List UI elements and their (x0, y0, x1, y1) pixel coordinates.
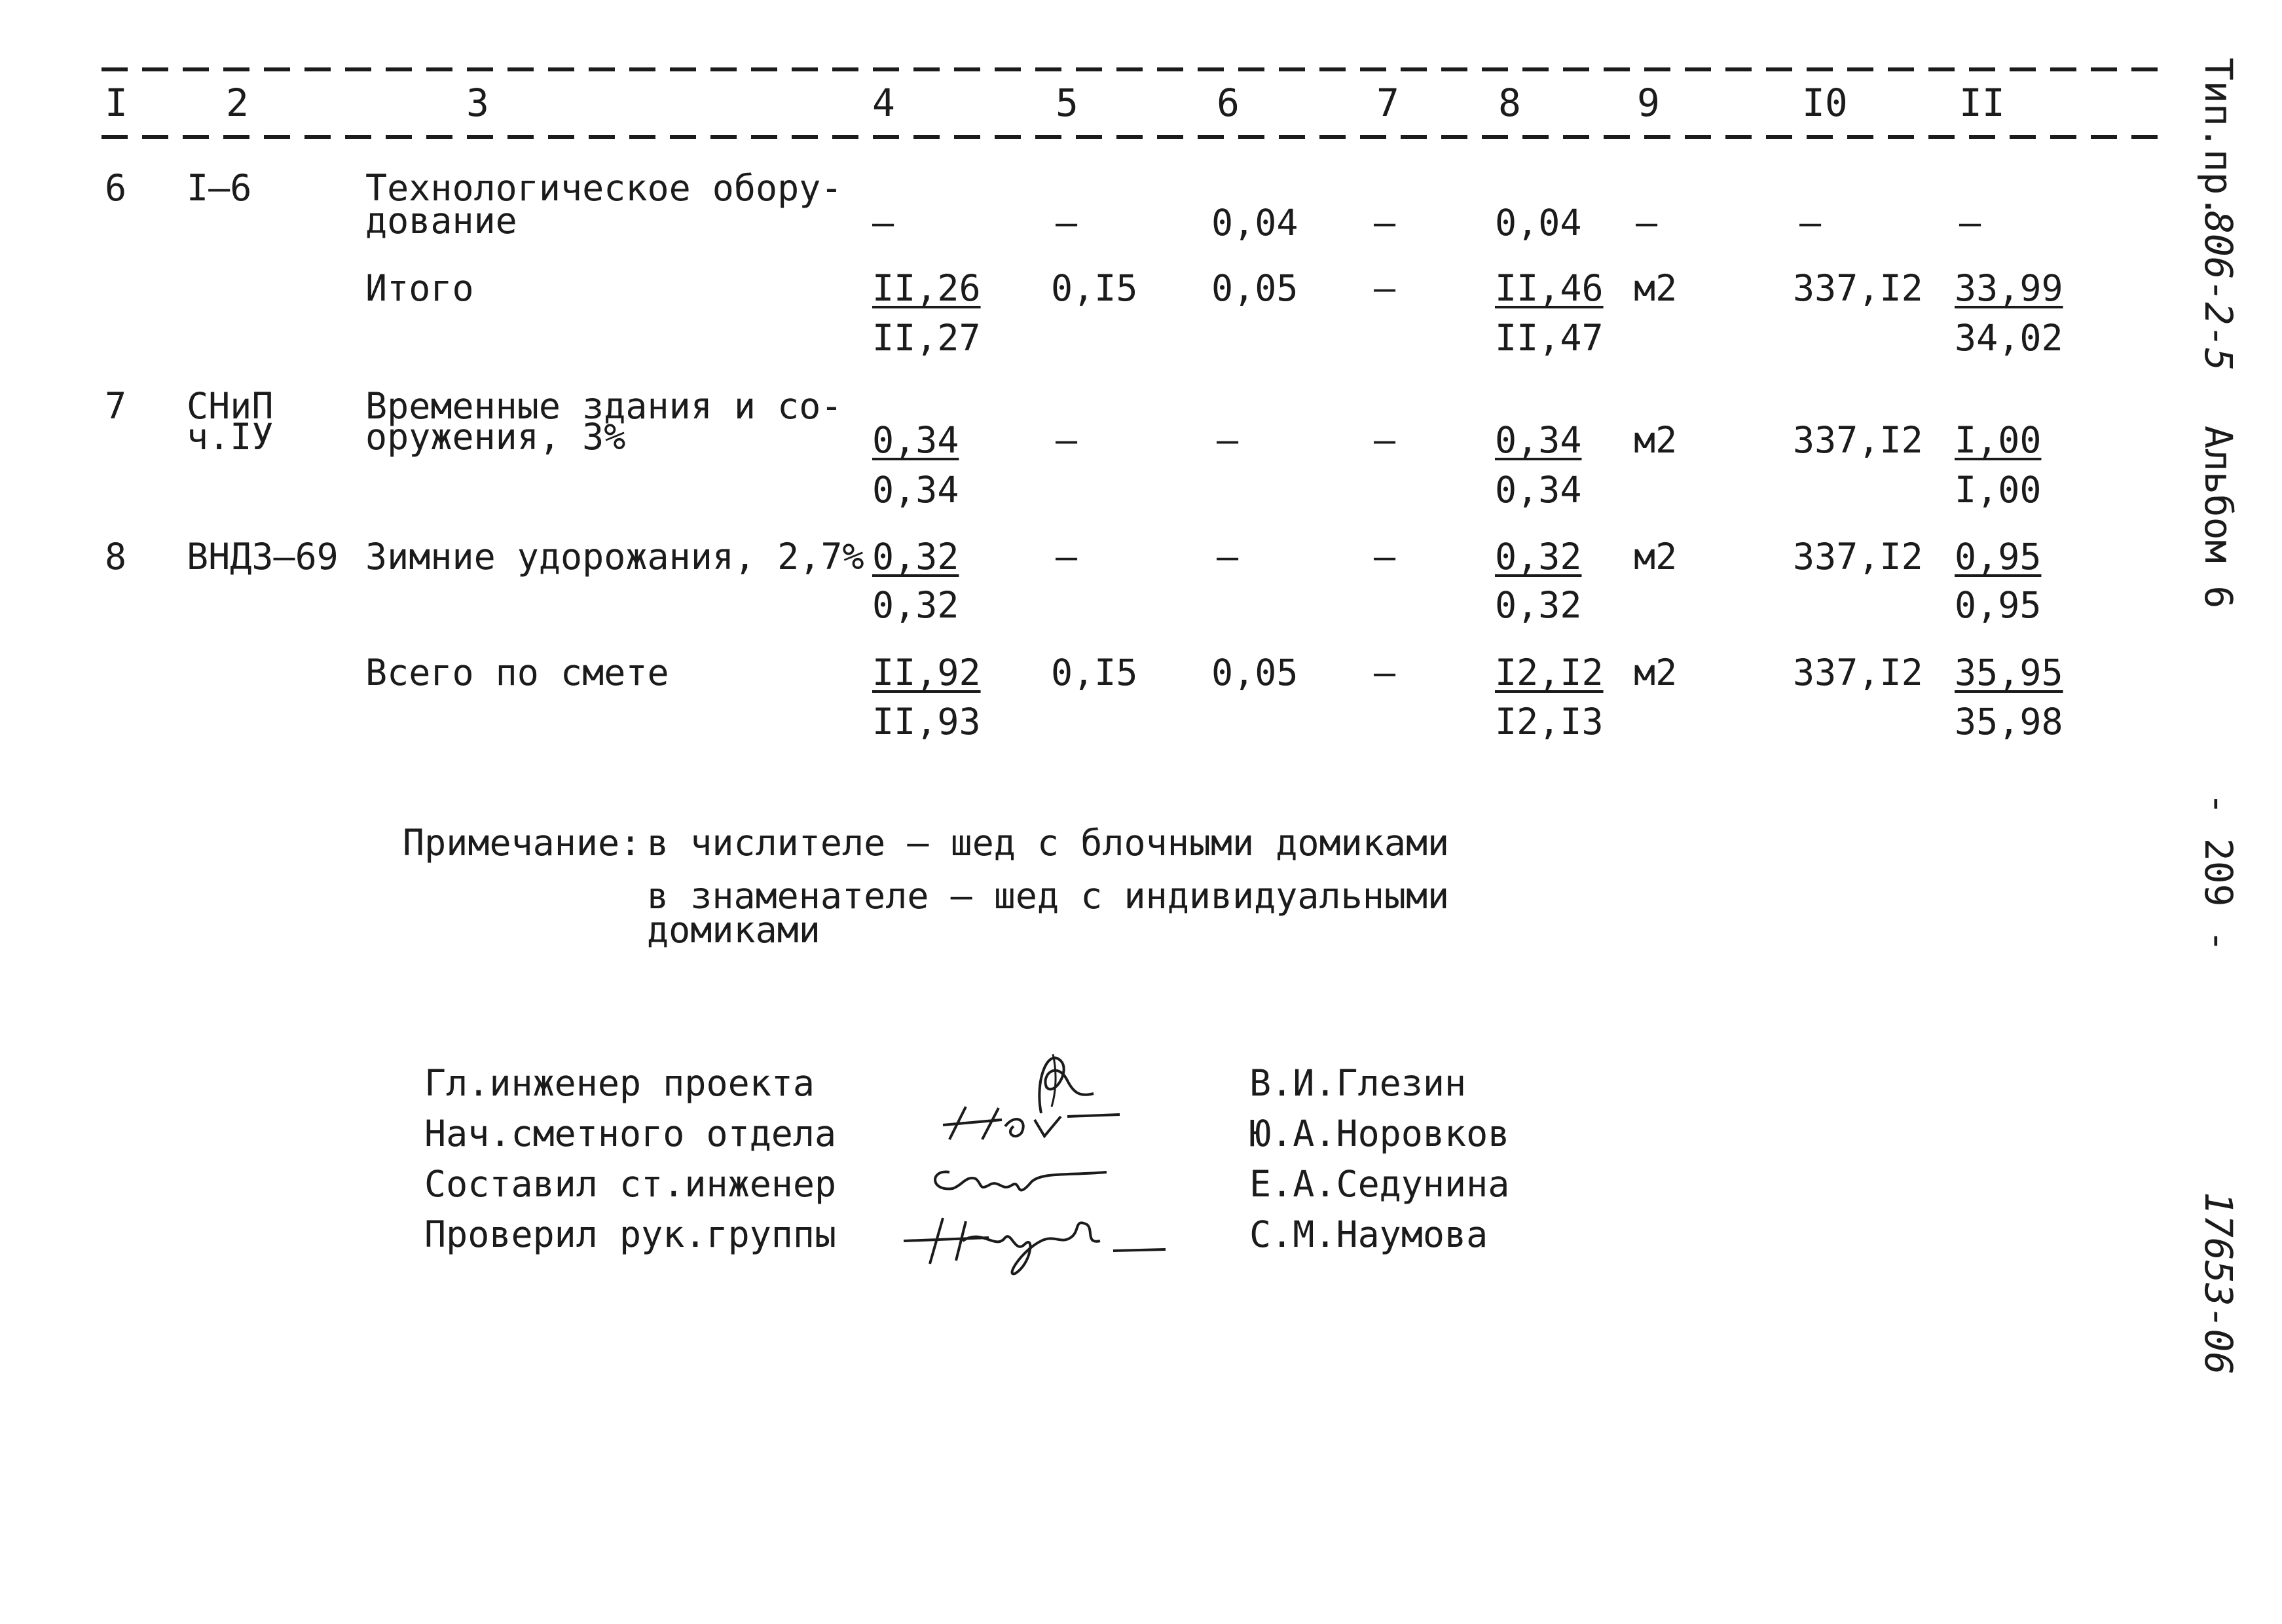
cell-c11-numerator: 33,99 (1955, 267, 2063, 309)
row-no: 7 (105, 385, 127, 427)
note-line-1: в числителе – шед с блочными домиками (647, 822, 1450, 864)
cell-c7: – (1374, 267, 1396, 309)
col-header-5: 5 (1056, 81, 1078, 125)
header-top-rule (101, 67, 2171, 71)
col-header-7: 7 (1376, 81, 1399, 125)
cell-c11-denominator: 0,95 (1955, 584, 2042, 626)
cell-c9: – (1636, 202, 1658, 244)
row-basis-line2: ч.IУ (187, 416, 274, 458)
cell-c6: 0,05 (1211, 652, 1298, 693)
cell-c8-numerator: 0,32 (1495, 536, 1582, 578)
cell-c6: – (1217, 419, 1239, 461)
cell-c5: 0,I5 (1051, 267, 1138, 309)
cell-c10: 337,I2 (1793, 652, 1923, 693)
side-project-number: 806-2-5 (2196, 211, 2241, 371)
col-header-2: 2 (226, 81, 249, 125)
cell-c6: 0,04 (1211, 202, 1298, 244)
cell-c10: – (1799, 202, 1822, 244)
note-line-3: домиками (647, 909, 820, 951)
cell-c11-numerator: I,00 (1955, 419, 2042, 461)
sign-name-3: Е.А.Седунина (1249, 1163, 1510, 1205)
side-typ: Тип.пр. (2196, 58, 2241, 218)
cell-c4-denominator: II,93 (872, 701, 981, 743)
row-basis-line1: СНиП (187, 385, 274, 427)
sign-role-2: Нач.сметного отдела (424, 1113, 837, 1154)
cell-c4-denominator: 0,32 (872, 584, 959, 626)
sign-name-2: Ю.А.Норовков (1249, 1113, 1510, 1154)
row-name: Всего по смете (365, 652, 669, 693)
row-name-line1: Временные здания и со- (365, 385, 843, 427)
cell-c11-denominator: I,00 (1955, 469, 2042, 511)
cell-c5: – (1056, 536, 1078, 578)
cell-c7: – (1374, 652, 1396, 693)
row-name-line2: дование (365, 200, 517, 242)
cell-c11-numerator: 0,95 (1955, 536, 2042, 578)
sign-role-4: Проверил рук.группы (424, 1213, 837, 1255)
cell-c8-numerator: 0,34 (1495, 419, 1582, 461)
col-header-9: 9 (1637, 81, 1660, 125)
cell-c8-denominator: II,47 (1495, 317, 1604, 359)
cell-c11-numerator: 35,95 (1955, 652, 2063, 693)
col-header-11: II (1959, 81, 2005, 125)
col-header-6: 6 (1217, 81, 1240, 125)
signature-scribble-4 (891, 1205, 1192, 1283)
cell-c10: 337,I2 (1793, 419, 1923, 461)
cell-c5: 0,I5 (1051, 652, 1138, 693)
col-header-8: 8 (1498, 81, 1521, 125)
cell-c4-denominator: II,27 (872, 317, 981, 359)
signature-scribble-3 (917, 1153, 1126, 1205)
cell-c9: м2 (1634, 419, 1678, 461)
row-name: Зимние удорожания, 2,7% (365, 536, 864, 578)
sign-role-1: Гл.инженер проекта (424, 1062, 815, 1104)
cell-c4-denominator: 0,34 (872, 469, 959, 511)
cell-c6: 0,05 (1211, 267, 1298, 309)
cell-c5: – (1056, 202, 1078, 244)
row-basis: ВНДЗ–69 (187, 536, 339, 578)
header-bottom-rule (101, 135, 2171, 139)
side-page-number: - 209 - (2196, 792, 2241, 953)
cell-c8-denominator: 0,32 (1495, 584, 1582, 626)
cell-c4-numerator: II,92 (872, 652, 981, 693)
cell-c9: м2 (1634, 652, 1678, 693)
cell-c4-numerator: 0,34 (872, 419, 959, 461)
row-basis: I–6 (187, 167, 252, 209)
cell-c8-denominator: I2,I3 (1495, 701, 1604, 743)
cell-c10: 337,I2 (1793, 536, 1923, 578)
cell-c7: – (1374, 536, 1396, 578)
note-line-2: в знаменателе – шед с индивидуальными (647, 875, 1450, 917)
cell-c7: – (1374, 202, 1396, 244)
row-name-line1: Технологическое обору- (365, 167, 843, 209)
cell-c11: – (1959, 202, 1981, 244)
row-no: 6 (105, 167, 127, 209)
cell-c8-denominator: 0,34 (1495, 469, 1582, 511)
row-no: 8 (105, 536, 127, 578)
cell-c4-numerator: 0,32 (872, 536, 959, 578)
cell-c5: – (1056, 419, 1078, 461)
note-label: Примечание: (403, 822, 642, 864)
sign-name-1: В.И.Глезин (1249, 1062, 1467, 1104)
cell-c4-numerator: II,26 (872, 267, 981, 309)
sign-name-4: С.М.Наумова (1249, 1213, 1488, 1255)
side-archive-number: 17653-06 (2196, 1192, 2241, 1375)
cell-c8-numerator: I2,I2 (1495, 652, 1604, 693)
cell-c7: – (1374, 419, 1396, 461)
col-header-4: 4 (872, 81, 895, 125)
col-header-3: 3 (466, 81, 489, 125)
cell-c8-numerator: II,46 (1495, 267, 1604, 309)
row-name: Итого (365, 267, 474, 309)
col-header-1: I (105, 81, 128, 125)
signature-scribble-2 (936, 1100, 1146, 1153)
cell-c10: 337,I2 (1793, 267, 1923, 309)
cell-c8: 0,04 (1495, 202, 1582, 244)
col-header-10: I0 (1802, 81, 1848, 125)
side-album: Альбом 6 (2196, 426, 2241, 609)
cell-c9: м2 (1634, 267, 1678, 309)
row-name-line2: оружения, 3% (365, 416, 626, 458)
sign-role-3: Составил ст.инженер (424, 1163, 837, 1205)
cell-c11-denominator: 35,98 (1955, 701, 2063, 743)
cell-c4: – (872, 202, 894, 244)
cell-c11-denominator: 34,02 (1955, 317, 2063, 359)
cell-c6: – (1217, 536, 1239, 578)
cell-c9: м2 (1634, 536, 1678, 578)
